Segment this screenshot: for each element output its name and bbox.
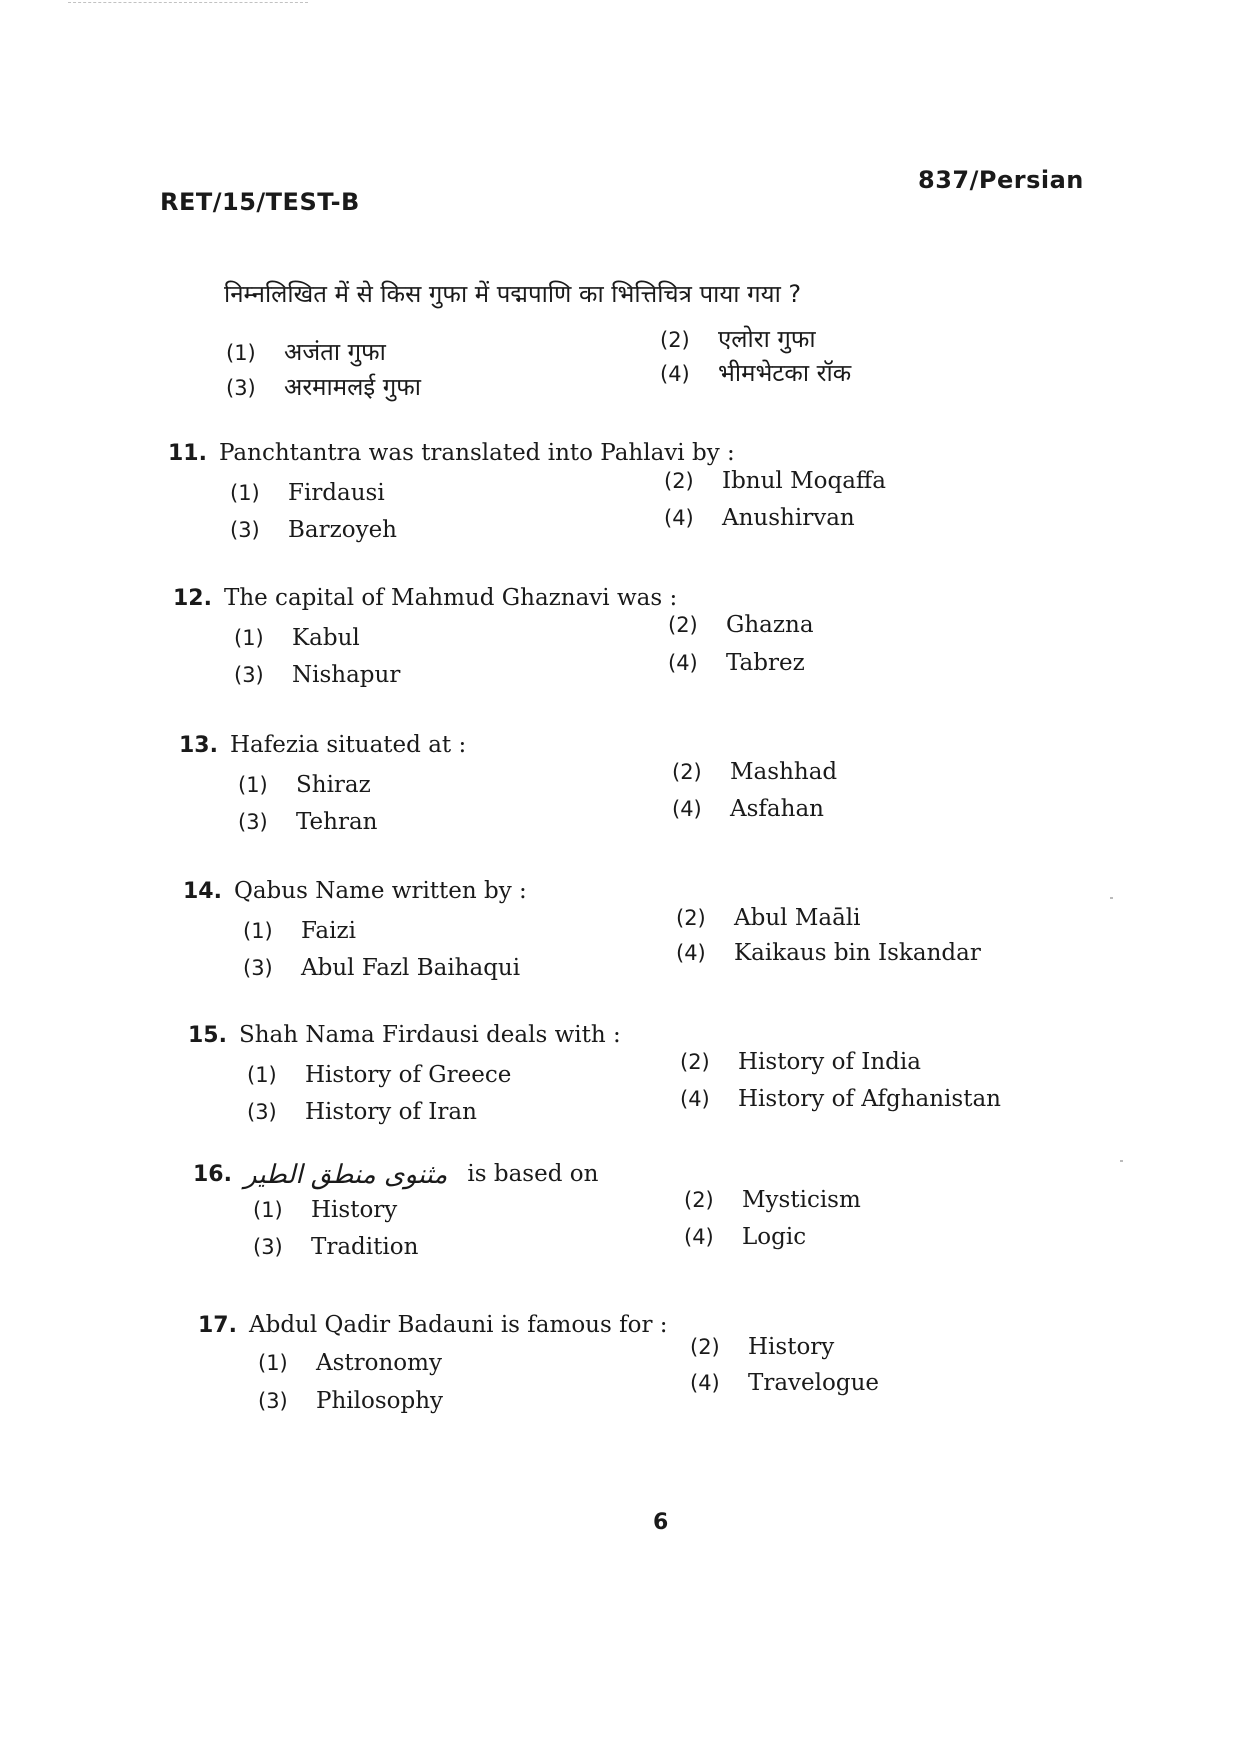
- question-stem: [188, 1022, 621, 1048]
- question-text: Shah Nama Firdausi deals with :: [238, 1022, 621, 1048]
- question-text: The capital of Mahmud Ghaznavi was :: [223, 585, 678, 611]
- option-number: (3): [230, 518, 260, 542]
- option-3: [258, 1388, 443, 1414]
- option-text: Shiraz: [296, 772, 371, 798]
- option-number: (1): [258, 1351, 288, 1375]
- option-1: [226, 335, 386, 368]
- option-3: [238, 809, 378, 835]
- option-3: [234, 662, 400, 688]
- option-text: Mysticism: [742, 1187, 861, 1213]
- option-text: भीमभेटका रॉक: [718, 359, 852, 387]
- option-2: [672, 759, 837, 785]
- option-number: (3): [238, 810, 268, 834]
- option-1: [230, 480, 385, 506]
- option-1: [234, 625, 360, 651]
- page-number: 6: [653, 1510, 669, 1535]
- option-text: Mashhad: [730, 759, 838, 785]
- option-number: (2): [660, 328, 690, 352]
- option-text: Ibnul Moqaffa: [722, 468, 886, 494]
- option-number: (2): [664, 469, 694, 493]
- option-4: [684, 1224, 806, 1250]
- option-text: Kabul: [292, 625, 360, 651]
- option-3: [230, 517, 397, 543]
- option-text: Faizi: [301, 918, 356, 944]
- option-text: Firdausi: [288, 480, 385, 506]
- question-number: 15.: [188, 1023, 227, 1048]
- option-1: [258, 1350, 442, 1376]
- option-3: [243, 955, 520, 981]
- option-text: Nishapur: [292, 662, 401, 688]
- question-stem: [224, 277, 801, 310]
- option-number: (4): [660, 362, 690, 386]
- option-3: [253, 1234, 418, 1260]
- option-number: (3): [226, 376, 256, 400]
- option-text: History: [311, 1197, 398, 1223]
- option-number: (1): [253, 1198, 283, 1222]
- option-number: (2): [676, 906, 706, 930]
- question-text: Qabus Name written by :: [233, 878, 527, 904]
- option-1: [238, 772, 371, 798]
- option-text: History of Greece: [305, 1062, 512, 1088]
- option-3: [247, 1099, 477, 1125]
- option-number: (3): [243, 956, 273, 980]
- option-2: [684, 1187, 861, 1213]
- question-stem: [193, 1160, 598, 1190]
- option-number: (2): [684, 1188, 714, 1212]
- option-4: [660, 356, 851, 389]
- option-text: Abul Maāli: [734, 905, 861, 931]
- option-4: [680, 1086, 1001, 1112]
- option-text: एलोरा गुफा: [718, 325, 816, 353]
- option-text: Tabrez: [726, 650, 805, 676]
- question-stem: [168, 440, 735, 466]
- option-text: अजंता गुफा: [284, 338, 386, 366]
- option-4: [690, 1370, 879, 1396]
- question-stem: [198, 1312, 668, 1338]
- option-4: [668, 650, 805, 676]
- option-number: (3): [247, 1100, 277, 1124]
- option-number: (3): [234, 663, 264, 687]
- option-text: Asfahan: [730, 796, 824, 822]
- option-2: [664, 468, 886, 494]
- option-1: [243, 918, 356, 944]
- option-number: (1): [247, 1063, 277, 1087]
- option-number: (4): [684, 1225, 714, 1249]
- option-number: (4): [690, 1371, 720, 1395]
- option-number: (4): [676, 941, 706, 965]
- option-number: (1): [243, 919, 273, 943]
- option-2: [660, 322, 816, 355]
- option-text: History of Iran: [305, 1099, 477, 1125]
- option-1: [253, 1197, 397, 1223]
- option-2: [690, 1334, 834, 1360]
- option-number: (1): [226, 341, 256, 365]
- option-text: अरमामलई गुफा: [284, 373, 421, 401]
- option-text: Kaikaus bin Iskandar: [734, 940, 981, 966]
- question-number: 13.: [179, 733, 218, 758]
- question-number: 16.: [193, 1162, 232, 1187]
- question-text: is based on: [467, 1161, 599, 1187]
- option-text: Astronomy: [316, 1350, 442, 1376]
- option-number: (2): [668, 613, 698, 637]
- option-text: Barzoyeh: [288, 517, 397, 543]
- option-text: Abul Fazl Baihaqui: [301, 955, 521, 981]
- option-2: [668, 612, 814, 638]
- option-2: [680, 1049, 921, 1075]
- option-text: History: [748, 1334, 835, 1360]
- option-1: [247, 1062, 511, 1088]
- question-number: 11.: [168, 441, 207, 466]
- scan-speck: [1110, 897, 1113, 899]
- option-4: [664, 505, 855, 531]
- option-text: Ghazna: [726, 612, 814, 638]
- option-number: (4): [668, 651, 698, 675]
- question-stem: [173, 585, 677, 611]
- option-text: History of Afghanistan: [738, 1086, 1001, 1112]
- option-3: [226, 370, 421, 403]
- option-number: (1): [230, 481, 260, 505]
- option-text: Tehran: [296, 809, 378, 835]
- option-number: (3): [253, 1235, 283, 1259]
- option-number: (2): [672, 760, 702, 784]
- question-number: 12.: [173, 586, 212, 611]
- option-number: (4): [672, 797, 702, 821]
- question-stem: [179, 732, 466, 758]
- option-text: Logic: [742, 1224, 807, 1250]
- scan-artifact-line: [68, 2, 308, 5]
- question-text: Panchtantra was translated into Pahlavi by :: [218, 440, 735, 466]
- question-number: 17.: [198, 1313, 237, 1338]
- question-stem: [183, 878, 527, 904]
- option-4: [672, 796, 824, 822]
- question-text: Hafezia situated at :: [229, 732, 467, 758]
- test-code-header: RET/15/TEST-B: [160, 188, 360, 216]
- option-number: (1): [238, 773, 268, 797]
- question-text: निम्नलिखित में से किस गुफा में पद्मपाणि का भित्तिचित्र पाया गया ?: [224, 280, 802, 308]
- option-number: (2): [690, 1335, 720, 1359]
- option-4: [676, 940, 981, 966]
- option-text: Travelogue: [748, 1370, 880, 1396]
- option-text: Tradition: [311, 1234, 419, 1260]
- question-number: 14.: [183, 879, 222, 904]
- option-text: History of India: [738, 1049, 921, 1075]
- option-number: (4): [664, 506, 694, 530]
- scan-speck: [1120, 1160, 1123, 1162]
- option-number: (4): [680, 1087, 710, 1111]
- option-text: Anushirvan: [722, 505, 855, 531]
- question-text: Abdul Qadir Badauni is famous for :: [248, 1312, 668, 1338]
- persian-calligraphy-title: مثنوی منطق الطیر: [243, 1160, 448, 1190]
- option-number: (3): [258, 1389, 288, 1413]
- option-number: (2): [680, 1050, 710, 1074]
- option-2: [676, 905, 861, 931]
- option-text: Philosophy: [316, 1388, 444, 1414]
- subject-code-header: 837/Persian: [918, 166, 1084, 194]
- option-number: (1): [234, 626, 264, 650]
